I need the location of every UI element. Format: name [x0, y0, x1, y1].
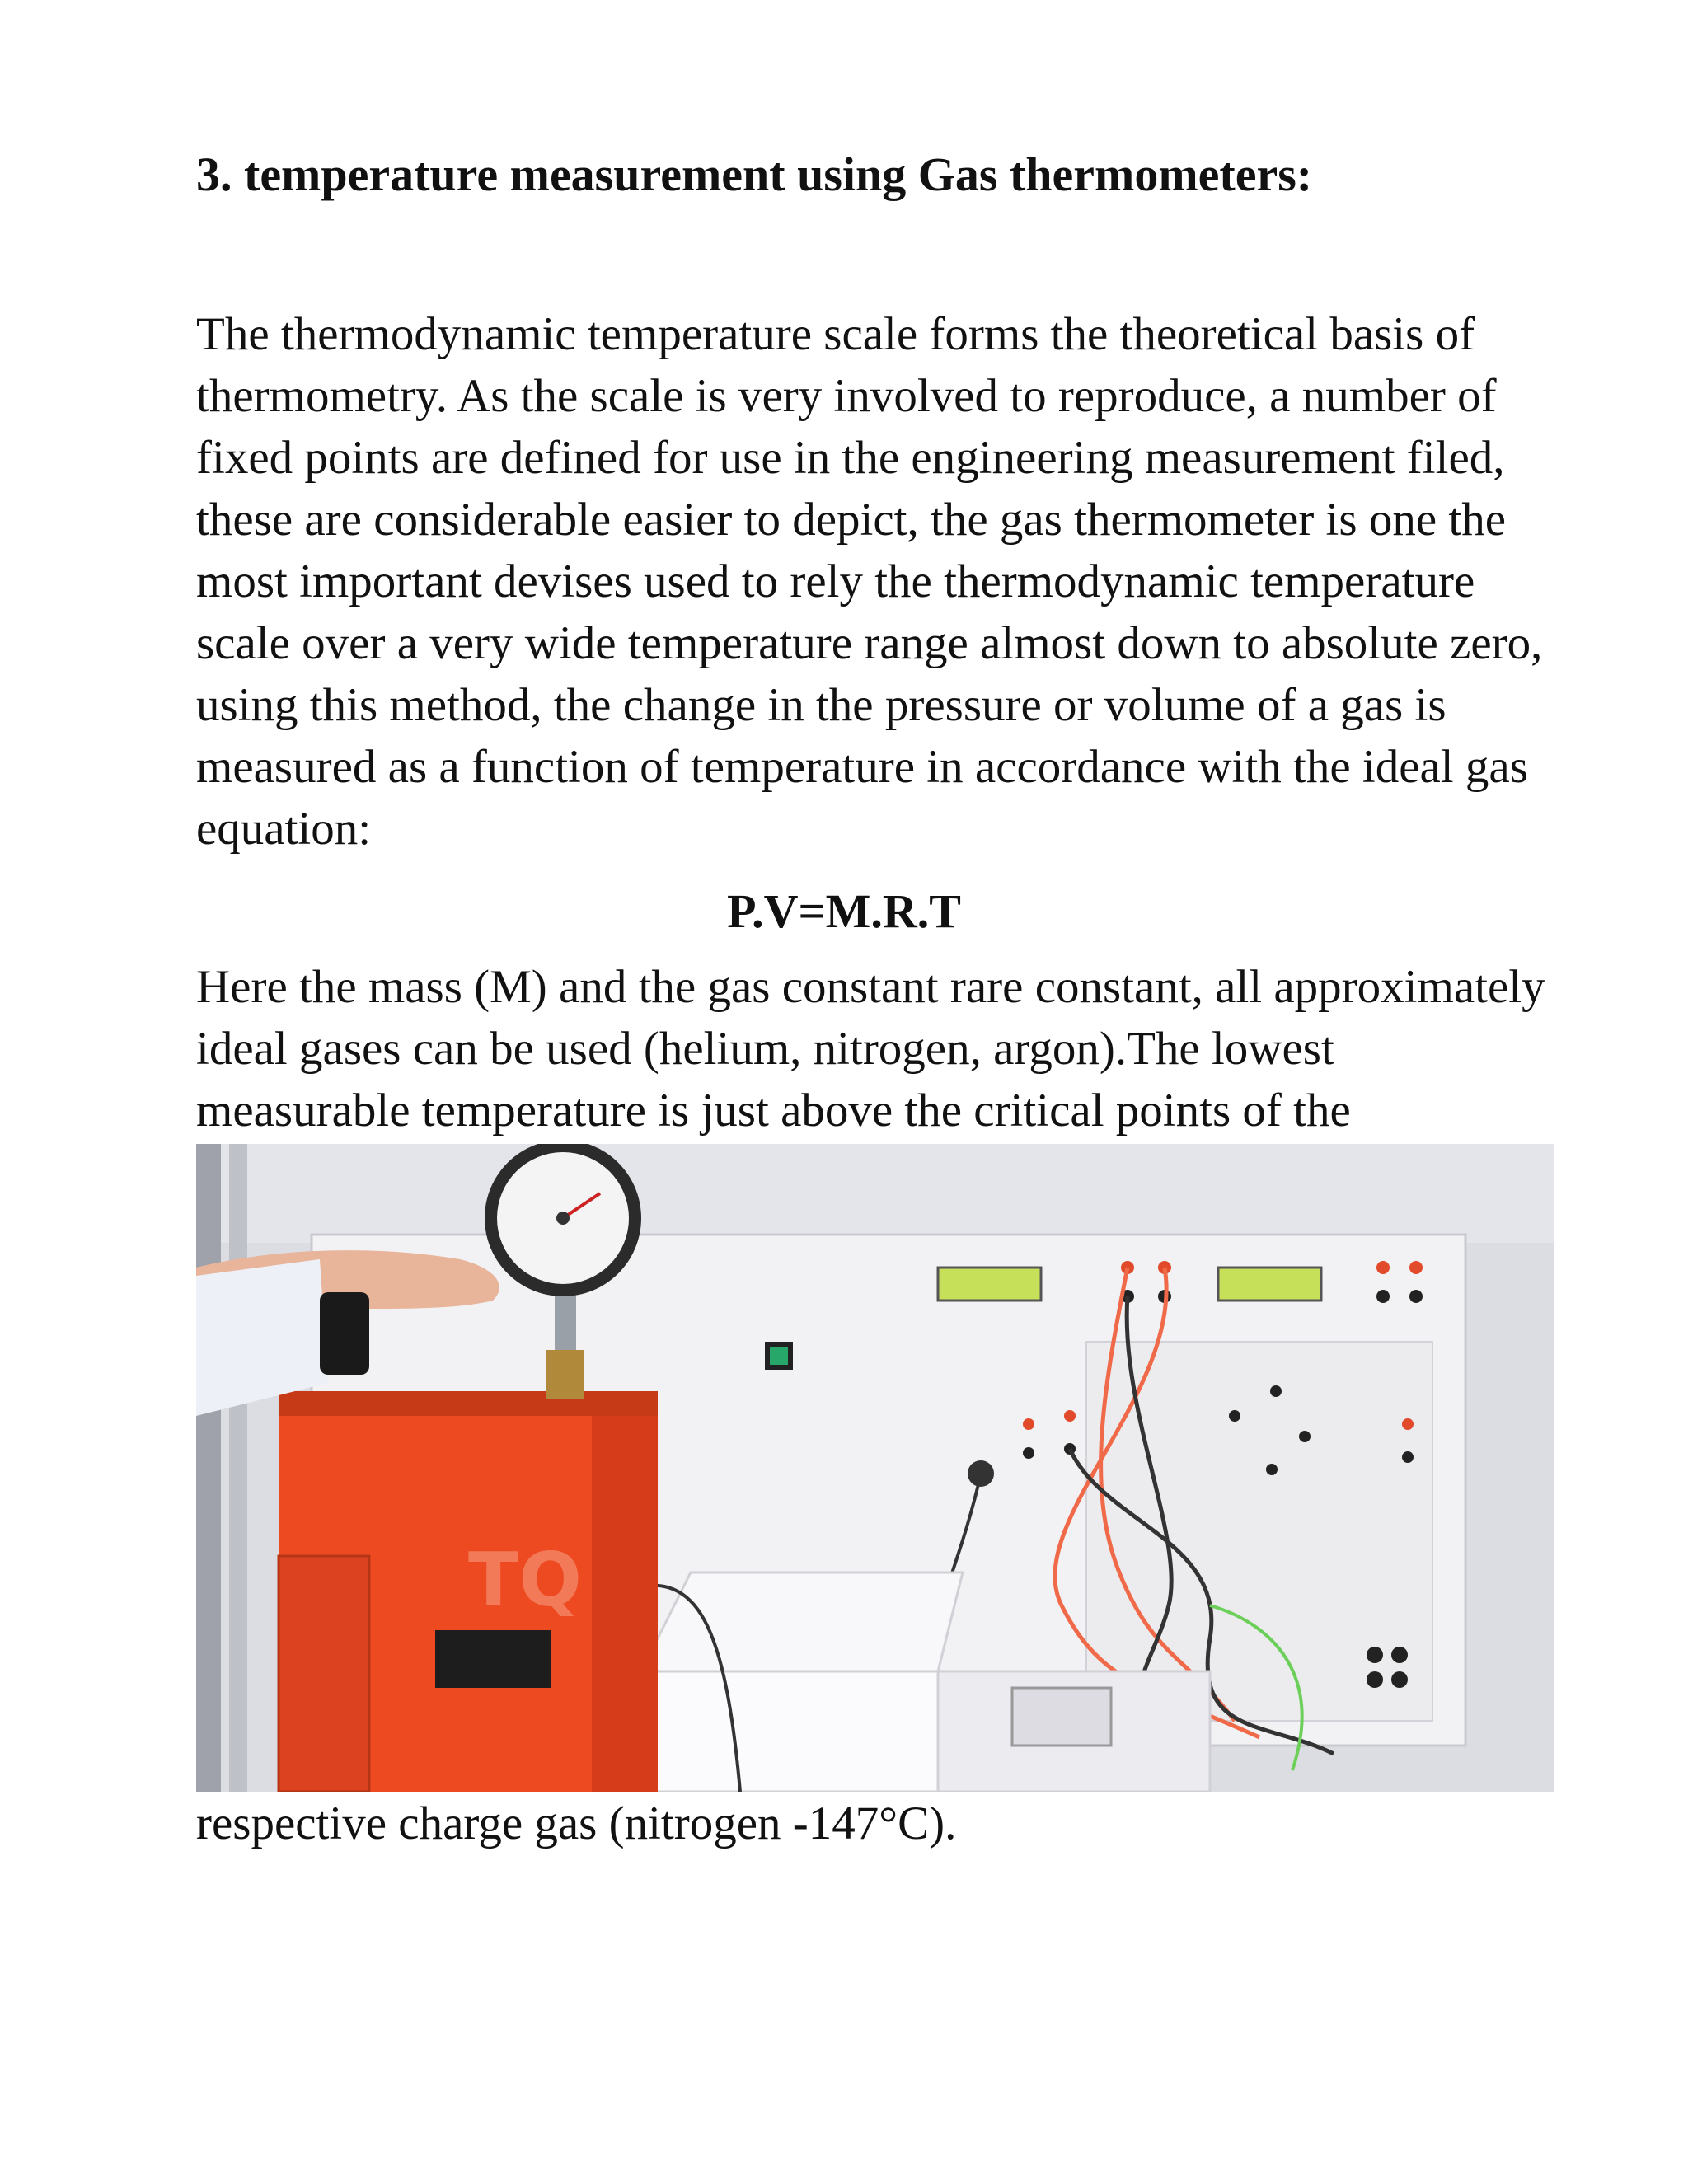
gas-paragraph: Here the mass (M) and the gas constant rare constant, all approximately ideal gases can be used (helium, nitrogen, argon).The lowest measurable temperature is just above the critical points of the	[196, 961, 1545, 1137]
gas-paragraph-continued: respective charge gas (nitrogen -147°C).	[196, 1797, 957, 1849]
section-heading: 3. temperature measurement using Gas thermometers:	[196, 148, 1313, 201]
apparatus-illustration	[196, 1144, 1554, 1792]
svg-text:TQ: TQ	[468, 1537, 582, 1624]
ideal-gas-equation: P.V=M.R.T	[727, 884, 961, 938]
apparatus-photo	[196, 1144, 1554, 1792]
intro-paragraph: The thermodynamic temperature scale forms the theoretical basis of thermometry. As the scale is very involved to reproduce, a number of fixed points are defined for use in the engineering measurement filed, these are considerable easier to depict, the gas thermometer is one the most important devises used to rely the thermodynamic temperature scale over a very wide temperature range almost down to absolute zero, using this method, the change in the pressure or volume of a gas is measured as a function of temperature in accordance with the ideal gas equation:	[196, 308, 1543, 855]
